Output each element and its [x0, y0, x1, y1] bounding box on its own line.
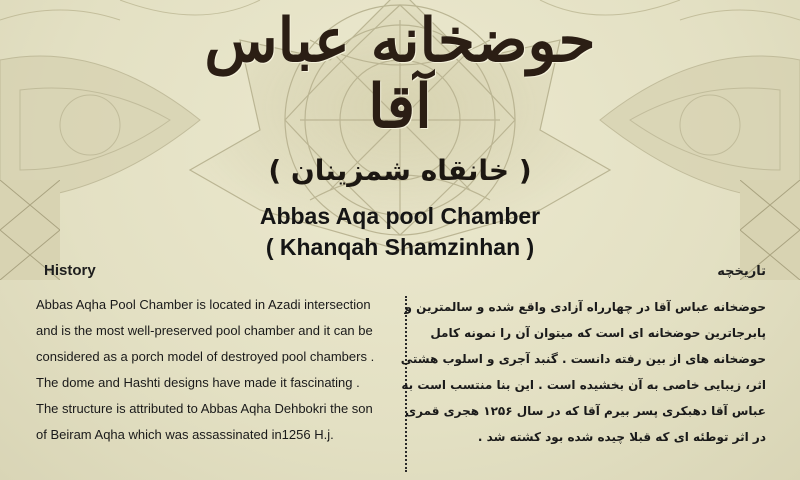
history-line: The dome and Hashti designs have made it fascinating . [36, 375, 360, 390]
subtitle-persian: ( خانقاه شمزینان ) [268, 154, 532, 187]
history-line: The structure is attributed to Abbas Aqha Dehbokri the son [36, 401, 373, 416]
history-body-persian [400, 294, 766, 450]
history-line: Abbas Aqha Pool Chamber is located in Azadi intersection [36, 297, 371, 312]
history-line: اثر، زیبایی خاصی به آن بخشیده است . این بنا منتسب است به [401, 378, 766, 392]
history-line: پابرجاترین حوضخانه ای است که میتوان آن را نمونه کامل [430, 326, 766, 340]
title-persian: حوضخانه عباس آقا [204, 6, 596, 142]
history-line: در اثر توطئه ای که قبلا چیده شده بود کشته شد . [477, 430, 766, 444]
history-heading-persian: تاریخچه [717, 264, 766, 279]
title-english: Abbas Aqa pool Chamber [259, 203, 541, 229]
history-line: حوضخانه های از بین رفته دانست . گنبد آجری و اسلوب هشتی [400, 352, 766, 366]
subtitle-english: ( Khanqah Shamzinhan ) [265, 234, 535, 260]
history-heading-english: History [44, 262, 96, 279]
history-line: considered as a porch model of destroyed pool chambers . [36, 349, 375, 364]
history-line: حوضخانه عباس آقا در چهارراه آزادی واقع شده و سالمترین و [404, 300, 766, 314]
history-line: and is the most well-preserved pool chamber and it can be [36, 323, 373, 338]
history-line: عباس آقا دهبکری پسر بیرم آقا که در سال ۱۲۵۶ هجری قمری [405, 404, 766, 418]
side-wing-right [600, 56, 800, 200]
history-line: of Beiram Aqha which was assassinated in1256 H.j. [36, 427, 334, 442]
history-body-english [36, 292, 392, 448]
